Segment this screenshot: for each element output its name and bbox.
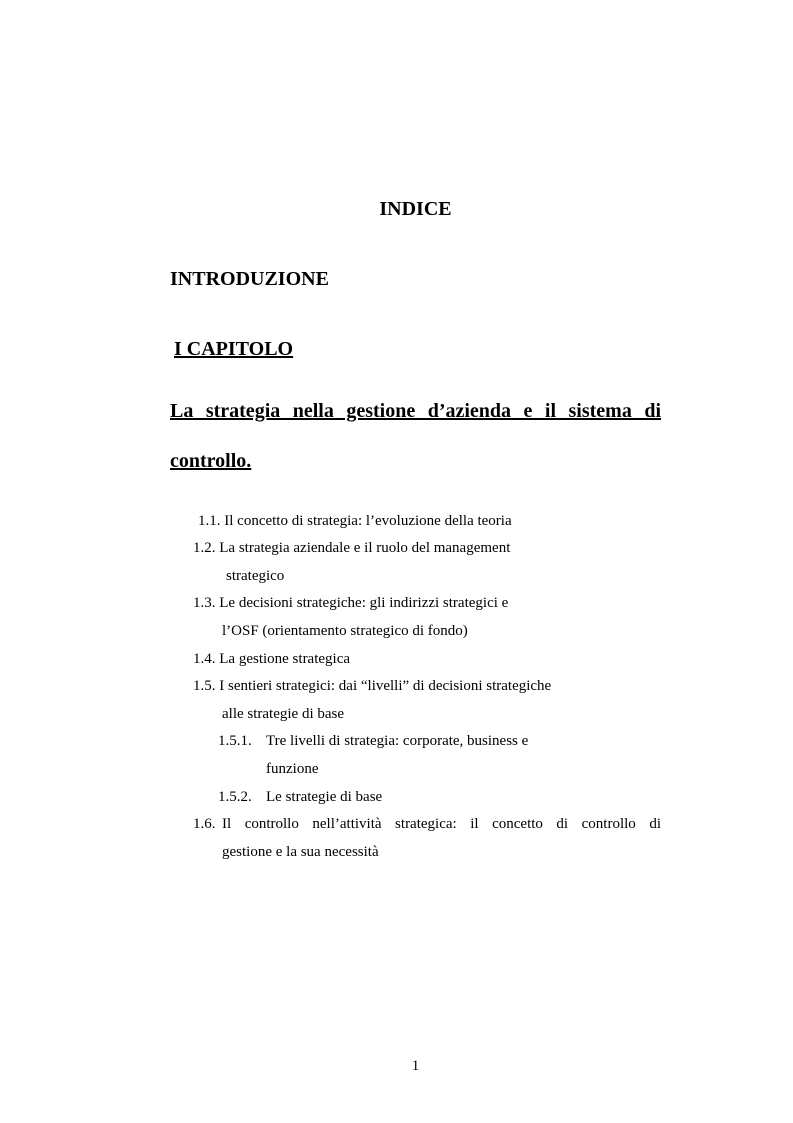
- toc-entry-1-5-2-number: 1.5.2.: [218, 789, 252, 805]
- toc-entry-1-5-2: Le strategie di base: [266, 789, 383, 805]
- chapter-title-line2: controllo.: [170, 450, 252, 472]
- toc-entry-1-6-text: Il controllo nell’attività strategica: il concetto di controllo di: [222, 816, 661, 832]
- toc-entry-1-3: 1.3. Le decisioni strategiche: gli indirizzi strategici e: [193, 595, 509, 611]
- page-title: INDICE: [379, 198, 452, 220]
- toc-entry-1-3-cont: l’OSF (orientamento strategico di fondo): [222, 623, 468, 639]
- toc-entry-1-2-cont: strategico: [226, 568, 285, 584]
- chapter-label: I CAPITOLO: [174, 338, 294, 360]
- chapter-title-line1: La strategia nella gestione d’azienda e il sistema di: [170, 400, 661, 422]
- toc-entry-1-5-1-cont: funzione: [266, 761, 319, 777]
- toc-entry-1-5: 1.5. I sentieri strategici: dai “livelli” di decisioni strategiche: [193, 678, 552, 694]
- toc-entry-1-2: 1.2. La strategia aziendale e il ruolo del management: [193, 540, 511, 556]
- toc-entry-1-5-1-number: 1.5.1.: [218, 733, 252, 749]
- toc-entry-1-6-cont: gestione e la sua necessità: [222, 844, 379, 860]
- toc-entry-1-4: 1.4. La gestione strategica: [193, 651, 351, 667]
- toc-entry-1-1: 1.1. Il concetto di strategia: l’evoluzione della teoria: [198, 513, 512, 529]
- toc-entry-1-5-cont: alle strategie di base: [222, 706, 345, 722]
- toc-entry-1-6-number: 1.6.: [193, 816, 216, 832]
- introduction-heading: INTRODUZIONE: [170, 268, 329, 290]
- toc-entry-1-6: [193, 815, 661, 833]
- page-number: 1: [411, 1058, 420, 1074]
- toc-entry-1-5-1: Tre livelli di strategia: corporate, business e: [266, 733, 529, 749]
